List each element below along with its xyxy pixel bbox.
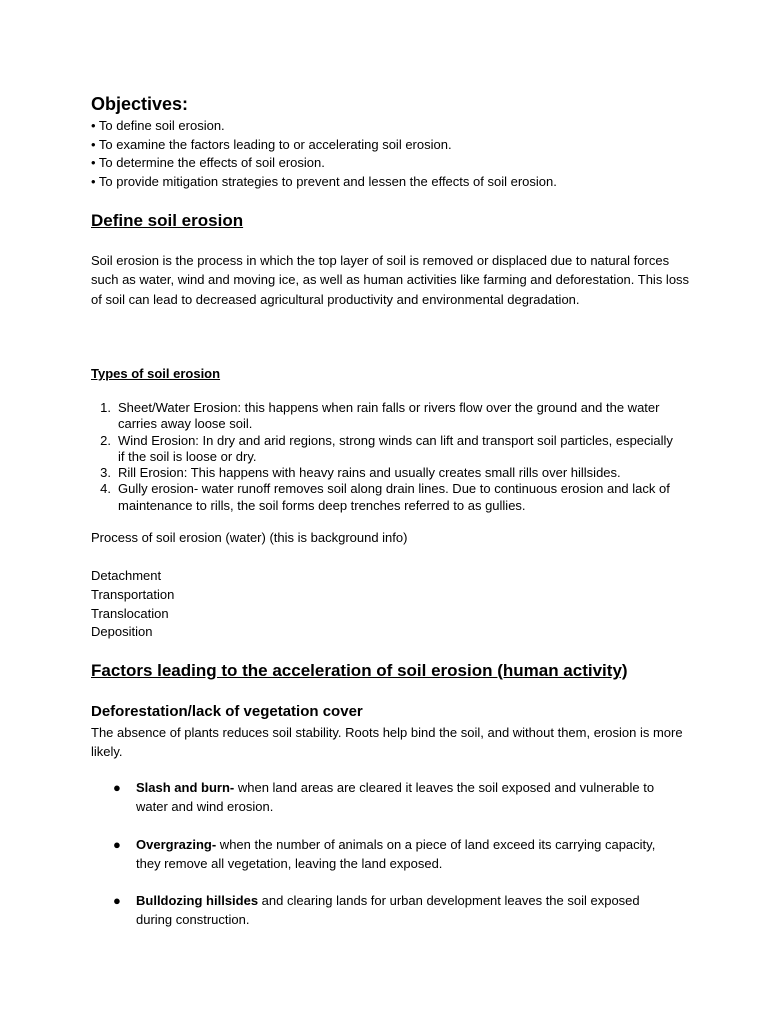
bullet-bold-text: Slash and burn- <box>136 780 235 795</box>
bullet-bold-text: Overgrazing- <box>136 837 217 852</box>
deforestation-subheading: Deforestation/lack of vegetation cover <box>91 703 363 720</box>
objectives-title: Objectives: <box>91 94 189 114</box>
types-item <box>91 433 681 466</box>
bullet-text: and clearing lands for urban development leaves the soil exposed during construction. <box>136 893 640 927</box>
process-title: Process of soil erosion (water) (this is background info) <box>91 530 408 545</box>
process-step: Transportation <box>91 586 175 602</box>
objective-item: • To provide mitigation strategies to prevent and lessen the effects of soil erosion. <box>91 173 557 189</box>
types-item-number: 4. <box>100 481 111 497</box>
objective-item: • To define soil erosion. <box>91 118 225 133</box>
types-item <box>91 400 681 433</box>
types-item-text: Rill Erosion: This happens with heavy rains and usually creates small rills over hillsides. <box>118 465 621 481</box>
bullet-bold-text: Bulldozing hillsides <box>136 893 259 908</box>
define-paragraph: Soil erosion is the process in which the top layer of soil is removed or displaced due to natural forces such as water, wind and moving ice, as well as human activities like farming and deforestation. This loss of soil can lead to decreased agricultural productivity and environmental degradation. <box>91 253 690 307</box>
objectives-list <box>91 117 557 191</box>
types-item <box>91 465 681 481</box>
types-list <box>91 400 681 514</box>
deforestation-paragraph: The absence of plants reduces soil stability. Roots help bind the soil, and without them, erosion is more likely. <box>91 725 683 759</box>
factors-heading: Factors leading to the acceleration of soil erosion (human activity) <box>91 661 628 680</box>
process-step: Detachment <box>91 568 162 583</box>
types-item <box>91 481 681 514</box>
bullet-dot-icon: ● <box>113 780 121 795</box>
bullet-dot-icon: ● <box>113 893 121 908</box>
types-item-text: Sheet/Water Erosion: this happens when rain falls or rivers flow over the ground and the water carries away loose soil. <box>118 400 660 432</box>
types-item-number: 2. <box>100 432 111 448</box>
bullet-text: when land areas are cleared it leaves the soil exposed and vulnerable to water and wind erosion. <box>136 780 655 814</box>
objective-item: • To examine the factors leading to or accelerating soil erosion. <box>91 136 452 152</box>
process-steps <box>91 567 174 642</box>
factor-bullet <box>113 836 673 873</box>
process-step: Translocation <box>91 605 169 621</box>
types-item-text: Gully erosion- water runoff removes soil along drain lines. Due to continuous erosion and lack of maintenance to rills, the soil forms deep trenches referred to as gullies. <box>118 481 670 513</box>
types-item-number: 3. <box>100 465 111 481</box>
bullet-dot-icon: ● <box>113 837 121 852</box>
process-step: Deposition <box>91 624 153 640</box>
bullet-text: when the number of animals on a piece of land exceed its carrying capacity, they remove all vegetation, leaving the land exposed. <box>136 837 656 871</box>
types-item-text: Wind Erosion: In dry and arid regions, strong winds can lift and transport soil particles, especially if the soil is loose or dry. <box>118 432 673 464</box>
factor-bullet <box>113 779 673 816</box>
objective-item: • To determine the effects of soil erosion. <box>91 155 325 171</box>
types-heading: Types of soil erosion <box>91 366 221 381</box>
factor-bullet <box>113 892 673 929</box>
define-heading: Define soil erosion <box>91 211 244 230</box>
types-item-number: 1. <box>100 400 111 415</box>
